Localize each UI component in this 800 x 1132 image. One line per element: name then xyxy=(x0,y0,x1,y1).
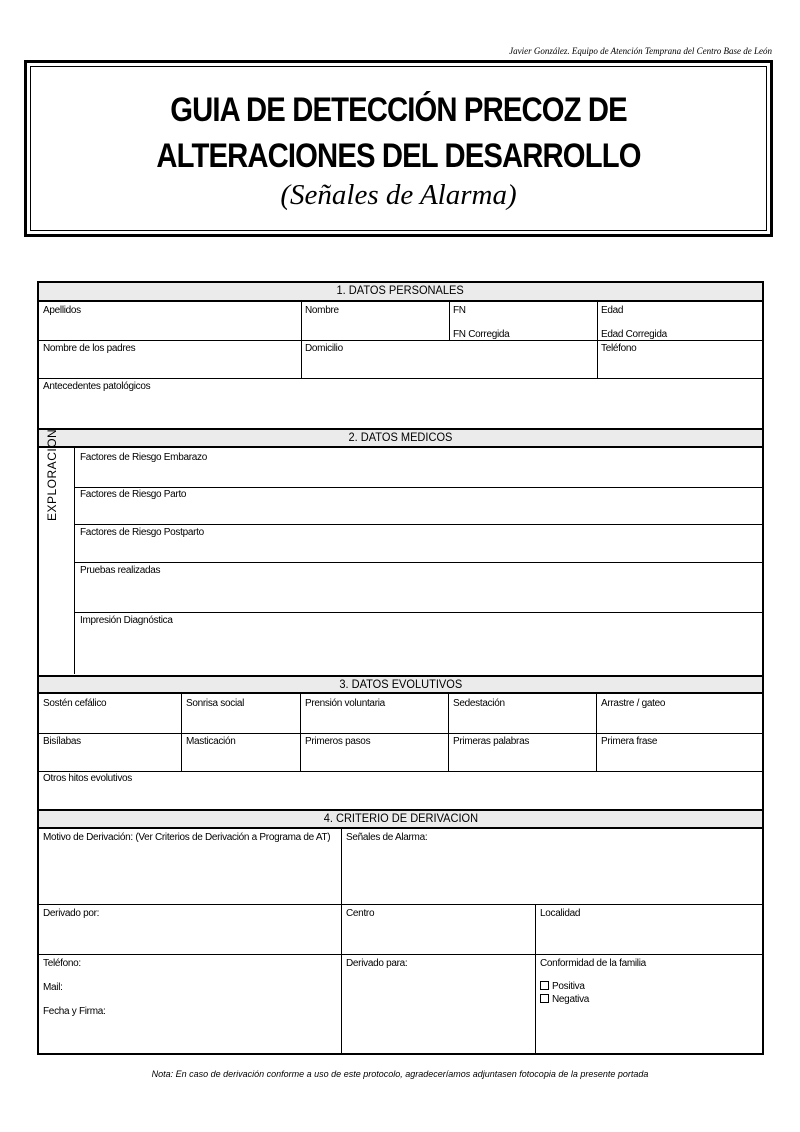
divider xyxy=(74,612,762,613)
title-subtitle: (Señales de Alarma) xyxy=(280,179,517,211)
divider xyxy=(597,300,598,378)
sonrisa-social-field[interactable]: Sonrisa social xyxy=(186,698,245,709)
divider xyxy=(39,954,762,955)
telefono-derivante-field[interactable]: Teléfono: xyxy=(43,958,81,969)
primera-frase-field[interactable]: Primera frase xyxy=(601,736,658,747)
riesgo-parto-field[interactable]: Factores de Riesgo Parto xyxy=(80,489,187,500)
mail-field[interactable]: Mail: xyxy=(43,982,63,993)
negativa-checkbox[interactable] xyxy=(540,994,549,1003)
title-line-1: GUIA DE DETECCIÓN PRECOZ DE xyxy=(170,91,627,129)
title-box xyxy=(24,60,773,237)
domicilio-field[interactable]: Domicilio xyxy=(305,343,343,354)
nombre-field[interactable]: Nombre xyxy=(305,305,339,316)
telefono-field[interactable]: Teléfono xyxy=(601,343,637,354)
sedestacion-field[interactable]: Sedestación xyxy=(453,698,505,709)
edad-field[interactable]: Edad xyxy=(601,305,624,316)
positiva-option[interactable] xyxy=(540,981,585,992)
primeras-palabras-field[interactable]: Primeras palabras xyxy=(453,736,530,747)
fn-field[interactable]: FN xyxy=(453,305,466,316)
divider xyxy=(39,340,762,341)
impresion-diagnostica-field[interactable]: Impresión Diagnóstica xyxy=(80,615,173,626)
edad-corregida-field[interactable]: Edad Corregida xyxy=(601,329,667,340)
section-header-evolutivos: 3. DATOS EVOLUTIVOS xyxy=(39,675,762,694)
divider xyxy=(341,829,342,1055)
divider xyxy=(74,524,762,525)
section-header-personales: 1. DATOS PERSONALES xyxy=(39,283,762,302)
pruebas-field[interactable]: Pruebas realizadas xyxy=(80,565,161,576)
author-credit: Javier González. Equipo de Atención Temprana del Centro Base de León xyxy=(509,46,772,56)
apellidos-field[interactable]: Apellidos xyxy=(43,305,81,316)
bisilabas-field[interactable]: Bisílabas xyxy=(43,736,81,747)
conformidad-familia-label: Conformidad de la familia xyxy=(540,958,646,969)
riesgo-postparto-field[interactable]: Factores de Riesgo Postparto xyxy=(80,527,204,538)
nombre-padres-field[interactable]: Nombre de los padres xyxy=(43,343,136,354)
divider xyxy=(74,487,762,488)
title-box-inner xyxy=(30,66,767,231)
footer-note: Nota: En caso de derivación conforme a uso de este protocolo, agradeceríamos adjuntasen fotocopia de la presente portada xyxy=(151,1069,649,1079)
exploracion-label: EXPLORACION xyxy=(45,428,59,521)
divider xyxy=(39,733,762,734)
senales-alarma-field[interactable]: Señales de Alarma: xyxy=(346,832,428,843)
antecedentes-field[interactable]: Antecedentes patológicos xyxy=(43,381,151,392)
localidad-field[interactable]: Localidad xyxy=(540,908,581,919)
divider xyxy=(74,562,762,563)
fecha-firma-field[interactable]: Fecha y Firma: xyxy=(43,1006,106,1017)
motivo-derivacion-field[interactable]: Motivo de Derivación: (Ver Criterios de Derivación a Programa de AT) xyxy=(43,832,331,843)
positiva-checkbox[interactable] xyxy=(540,981,549,990)
centro-field[interactable]: Centro xyxy=(346,908,375,919)
divider xyxy=(39,378,762,379)
arrastre-gateo-field[interactable]: Arrastre / gateo xyxy=(601,698,666,709)
otros-hitos-field[interactable]: Otros hitos evolutivos xyxy=(43,773,132,784)
prension-voluntaria-field[interactable]: Prensión voluntaria xyxy=(305,698,385,709)
divider xyxy=(301,300,302,378)
title-line-2: ALTERACIONES DEL DESARROLLO xyxy=(156,137,641,175)
negativa-option[interactable] xyxy=(540,994,589,1005)
primeros-pasos-field[interactable]: Primeros pasos xyxy=(305,736,371,747)
sosten-cefalico-field[interactable]: Sostén cefálico xyxy=(43,698,107,709)
divider xyxy=(39,904,762,905)
detection-form xyxy=(37,281,764,1055)
divider xyxy=(449,300,450,340)
derivado-para-field[interactable]: Derivado para: xyxy=(346,958,408,969)
derivado-por-field[interactable]: Derivado por: xyxy=(43,908,100,919)
section-header-medicos: 2. DATOS MEDICOS xyxy=(39,428,762,448)
masticacion-field[interactable]: Masticación xyxy=(186,736,236,747)
section-header-derivacion: 4. CRITERIO DE DERIVACION xyxy=(39,809,762,829)
fn-corregida-field[interactable]: FN Corregida xyxy=(453,329,510,340)
positiva-label: Positiva xyxy=(552,981,585,992)
negativa-label: Negativa xyxy=(552,994,590,1005)
divider xyxy=(535,904,536,1055)
divider xyxy=(74,448,75,674)
riesgo-embarazo-field[interactable]: Factores de Riesgo Embarazo xyxy=(80,452,207,463)
divider xyxy=(39,771,762,772)
